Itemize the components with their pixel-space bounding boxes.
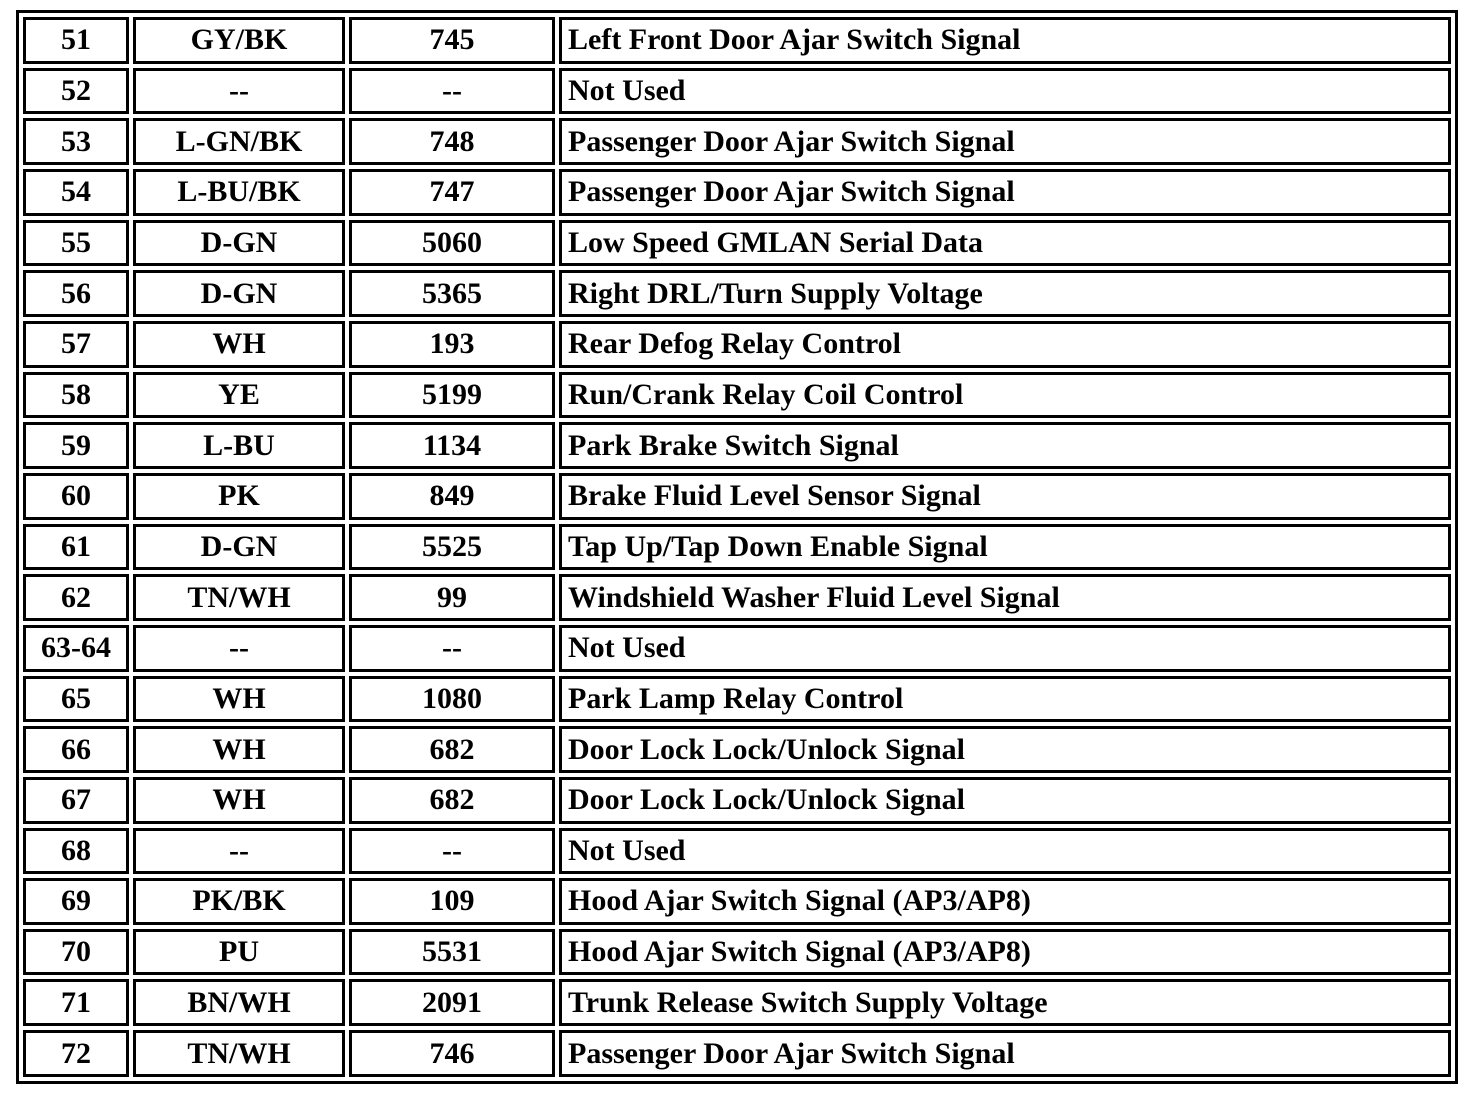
table-row <box>23 220 1451 267</box>
wire-color-cell: L-BU/BK <box>133 169 345 216</box>
table-row <box>23 1030 1451 1077</box>
pin-number-cell: 62 <box>23 574 129 621</box>
connector-pinout-table <box>19 13 1455 1081</box>
pin-number-cell: 72 <box>23 1030 129 1077</box>
circuit-number-cell: -- <box>349 625 555 672</box>
function-cell: Right DRL/Turn Supply Voltage <box>559 270 1451 317</box>
pin-number-cell: 71 <box>23 979 129 1026</box>
wire-color-cell: D-GN <box>133 270 345 317</box>
function-cell: Not Used <box>559 828 1451 875</box>
table-row <box>23 777 1451 824</box>
pin-number-cell: 67 <box>23 777 129 824</box>
table-row <box>23 169 1451 216</box>
pin-number-cell: 61 <box>23 524 129 571</box>
circuit-number-cell: 682 <box>349 726 555 773</box>
table-row <box>23 473 1451 520</box>
pin-number-cell: 66 <box>23 726 129 773</box>
pin-number-cell: 58 <box>23 372 129 419</box>
pin-number-cell: 70 <box>23 929 129 976</box>
table-row <box>23 828 1451 875</box>
table-row <box>23 422 1451 469</box>
pin-number-cell: 68 <box>23 828 129 875</box>
circuit-number-cell: 193 <box>349 321 555 368</box>
wire-color-cell: L-BU <box>133 422 345 469</box>
function-cell: Windshield Washer Fluid Level Signal <box>559 574 1451 621</box>
function-cell: Park Brake Switch Signal <box>559 422 1451 469</box>
table-row <box>23 321 1451 368</box>
wire-color-cell: PK/BK <box>133 878 345 925</box>
wire-color-cell: D-GN <box>133 524 345 571</box>
circuit-number-cell: 2091 <box>349 979 555 1026</box>
function-cell: Trunk Release Switch Supply Voltage <box>559 979 1451 1026</box>
table-row <box>23 878 1451 925</box>
table-row <box>23 726 1451 773</box>
circuit-number-cell: 1134 <box>349 422 555 469</box>
pin-number-cell: 52 <box>23 68 129 115</box>
pin-number-cell: 63-64 <box>23 625 129 672</box>
wire-color-cell: WH <box>133 726 345 773</box>
wire-color-cell: D-GN <box>133 220 345 267</box>
pin-number-cell: 54 <box>23 169 129 216</box>
table-row <box>23 372 1451 419</box>
pin-number-cell: 53 <box>23 118 129 165</box>
wire-color-cell: PU <box>133 929 345 976</box>
wire-color-cell: WH <box>133 321 345 368</box>
pin-number-cell: 55 <box>23 220 129 267</box>
table-row <box>23 676 1451 723</box>
wire-color-cell: L-GN/BK <box>133 118 345 165</box>
wire-color-cell: WH <box>133 777 345 824</box>
function-cell: Run/Crank Relay Coil Control <box>559 372 1451 419</box>
function-cell: Not Used <box>559 625 1451 672</box>
circuit-number-cell: 99 <box>349 574 555 621</box>
function-cell: Left Front Door Ajar Switch Signal <box>559 17 1451 64</box>
wire-color-cell: PK <box>133 473 345 520</box>
function-cell: Hood Ajar Switch Signal (AP3/AP8) <box>559 878 1451 925</box>
circuit-number-cell: 745 <box>349 17 555 64</box>
connector-pinout-table-frame <box>16 10 1458 1084</box>
table-row <box>23 270 1451 317</box>
wire-color-cell: YE <box>133 372 345 419</box>
wire-color-cell: -- <box>133 625 345 672</box>
function-cell: Not Used <box>559 68 1451 115</box>
circuit-number-cell: 747 <box>349 169 555 216</box>
wire-color-cell: TN/WH <box>133 574 345 621</box>
circuit-number-cell: 5060 <box>349 220 555 267</box>
pin-number-cell: 65 <box>23 676 129 723</box>
wire-color-cell: -- <box>133 68 345 115</box>
table-row <box>23 625 1451 672</box>
pin-number-cell: 57 <box>23 321 129 368</box>
wire-color-cell: TN/WH <box>133 1030 345 1077</box>
function-cell: Hood Ajar Switch Signal (AP3/AP8) <box>559 929 1451 976</box>
circuit-number-cell: 682 <box>349 777 555 824</box>
function-cell: Passenger Door Ajar Switch Signal <box>559 1030 1451 1077</box>
function-cell: Door Lock Lock/Unlock Signal <box>559 777 1451 824</box>
pin-number-cell: 56 <box>23 270 129 317</box>
circuit-number-cell: 5199 <box>349 372 555 419</box>
table-row <box>23 979 1451 1026</box>
circuit-number-cell: 109 <box>349 878 555 925</box>
wire-color-cell: -- <box>133 828 345 875</box>
pin-number-cell: 51 <box>23 17 129 64</box>
function-cell: Rear Defog Relay Control <box>559 321 1451 368</box>
circuit-number-cell: 5365 <box>349 270 555 317</box>
wire-color-cell: BN/WH <box>133 979 345 1026</box>
function-cell: Passenger Door Ajar Switch Signal <box>559 169 1451 216</box>
pin-rows <box>23 17 1451 1077</box>
wire-color-cell: WH <box>133 676 345 723</box>
wire-color-cell: GY/BK <box>133 17 345 64</box>
circuit-number-cell: 5525 <box>349 524 555 571</box>
circuit-number-cell: 1080 <box>349 676 555 723</box>
function-cell: Tap Up/Tap Down Enable Signal <box>559 524 1451 571</box>
function-cell: Park Lamp Relay Control <box>559 676 1451 723</box>
circuit-number-cell: 5531 <box>349 929 555 976</box>
pin-number-cell: 59 <box>23 422 129 469</box>
circuit-number-cell: -- <box>349 68 555 115</box>
table-row <box>23 524 1451 571</box>
circuit-number-cell: 849 <box>349 473 555 520</box>
table-row <box>23 68 1451 115</box>
pin-number-cell: 60 <box>23 473 129 520</box>
table-row <box>23 17 1451 64</box>
function-cell: Door Lock Lock/Unlock Signal <box>559 726 1451 773</box>
circuit-number-cell: 748 <box>349 118 555 165</box>
circuit-number-cell: 746 <box>349 1030 555 1077</box>
function-cell: Low Speed GMLAN Serial Data <box>559 220 1451 267</box>
function-cell: Passenger Door Ajar Switch Signal <box>559 118 1451 165</box>
table-row <box>23 574 1451 621</box>
circuit-number-cell: -- <box>349 828 555 875</box>
table-row <box>23 929 1451 976</box>
function-cell: Brake Fluid Level Sensor Signal <box>559 473 1451 520</box>
pin-number-cell: 69 <box>23 878 129 925</box>
table-row <box>23 118 1451 165</box>
